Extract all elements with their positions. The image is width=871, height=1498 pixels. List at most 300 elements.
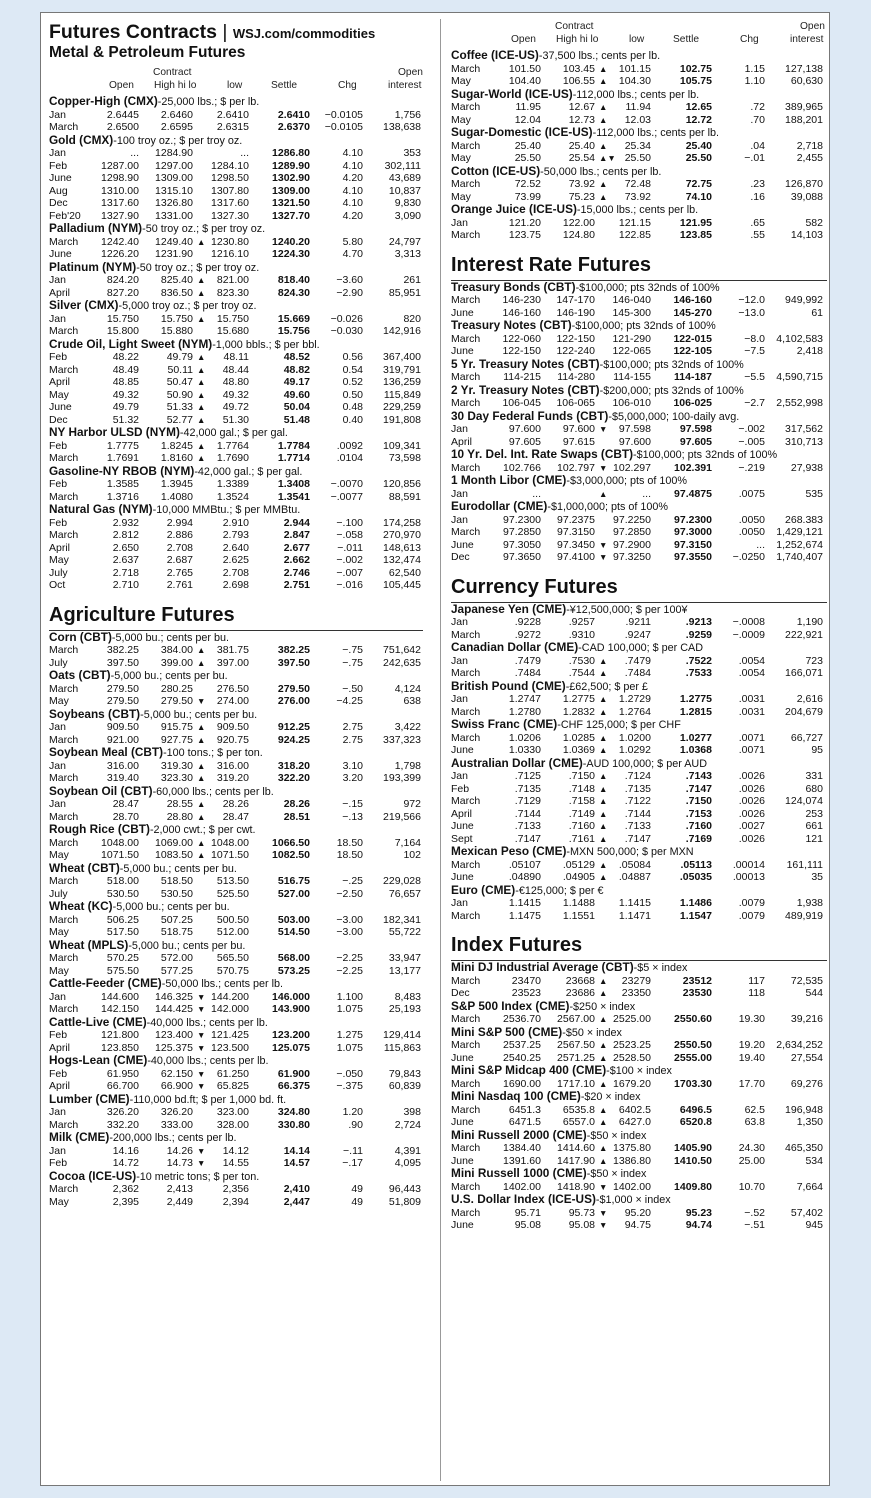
settle-price: 6496.5 bbox=[679, 1103, 712, 1116]
change: 4.10 bbox=[342, 184, 363, 197]
high-price: 1309.00 bbox=[155, 172, 193, 184]
direction-arrow-icon: ▼ bbox=[197, 696, 206, 706]
open-price: 104.40 bbox=[508, 75, 541, 87]
contract-title bbox=[49, 862, 423, 876]
contract-title bbox=[451, 884, 827, 898]
low-price: .9247 bbox=[624, 628, 651, 641]
contract-spec: -$100,000; pts 32nds of 100% bbox=[571, 320, 716, 332]
open-price: 11.95 bbox=[515, 101, 541, 113]
settle-price: 2,410 bbox=[283, 1183, 310, 1195]
contract-exchange: (NYM) bbox=[174, 337, 213, 351]
month: April bbox=[49, 541, 71, 554]
change: −.0070 bbox=[330, 478, 363, 490]
settle-price: 14.57 bbox=[283, 1157, 310, 1169]
settle-price: 1286.80 bbox=[272, 147, 310, 159]
settle-price: 1302.90 bbox=[272, 172, 310, 184]
change: −0.026 bbox=[330, 312, 363, 325]
open-interest: 76,657 bbox=[388, 887, 421, 900]
open-interest: 337,323 bbox=[383, 733, 421, 746]
contract-exchange: (CME) bbox=[124, 977, 162, 990]
table-row bbox=[49, 888, 423, 901]
low-price: 1.7764 bbox=[216, 439, 249, 452]
direction-arrow-icon: ▲ bbox=[197, 287, 206, 298]
month: May bbox=[49, 388, 69, 401]
change: −.050 bbox=[336, 1067, 363, 1080]
open-price: 101.50 bbox=[508, 62, 541, 75]
month: March bbox=[451, 858, 481, 871]
contract-title bbox=[451, 474, 827, 488]
high-price: 1.2832 bbox=[562, 705, 595, 718]
contract-exchange: (CBT) bbox=[564, 383, 600, 397]
month: March bbox=[451, 1180, 481, 1193]
contract-title bbox=[49, 900, 423, 914]
low-price: 1375.80 bbox=[613, 1142, 651, 1154]
contract-spec: -40,000 lbs.; cents per lb. bbox=[146, 1016, 268, 1029]
change: −.50 bbox=[342, 682, 363, 695]
direction-arrow-icon: ▲ bbox=[197, 722, 206, 732]
contract-name: Mini Russell 2000 bbox=[451, 1128, 550, 1142]
high-price: 333.00 bbox=[160, 1118, 193, 1131]
high-price: 1.2775 bbox=[562, 693, 595, 705]
month: June bbox=[451, 1219, 474, 1231]
settle-price: 568.00 bbox=[277, 952, 310, 964]
settle-price: 322.20 bbox=[277, 772, 310, 784]
low-price: 2.910 bbox=[222, 516, 249, 529]
high-price: 62.150 bbox=[160, 1067, 193, 1080]
low-price: 323.00 bbox=[216, 1106, 249, 1118]
change: 118 bbox=[748, 987, 765, 999]
direction-arrow-icon: ▲ bbox=[197, 440, 206, 451]
month: Dec bbox=[451, 987, 470, 999]
change: −2.25 bbox=[336, 952, 363, 964]
low-price: ... bbox=[240, 147, 249, 159]
open-interest: 25,193 bbox=[388, 1003, 421, 1015]
month: March bbox=[49, 1003, 79, 1015]
month: March bbox=[451, 705, 481, 718]
settle-price: 2.6370 bbox=[277, 121, 310, 133]
table-row bbox=[451, 975, 827, 988]
open-interest: 3,090 bbox=[394, 209, 421, 222]
direction-arrow-icon: ▲ bbox=[197, 657, 206, 668]
settle-price: 2.746 bbox=[283, 566, 310, 579]
table-row bbox=[451, 616, 827, 629]
section-gap bbox=[451, 922, 827, 930]
contract-spec: -112,000 lbs.; cents per lb. bbox=[572, 88, 700, 101]
settle-price: 2550.60 bbox=[674, 1013, 712, 1025]
contract-spec: -$250 × index bbox=[569, 1000, 636, 1013]
table-row bbox=[49, 147, 423, 160]
open-interest: 39,216 bbox=[790, 1013, 823, 1025]
table-row bbox=[49, 376, 423, 389]
contract-spec: -100 troy oz.; $ per troy oz. bbox=[113, 134, 243, 147]
change: 3.10 bbox=[342, 759, 363, 772]
high-price: 1414.60 bbox=[557, 1142, 595, 1154]
low-price: .04887 bbox=[618, 871, 651, 883]
change: 1.100 bbox=[336, 990, 363, 1003]
open-price: 1.0330 bbox=[508, 744, 541, 756]
open-interest: 222,921 bbox=[785, 628, 823, 641]
low-price: 14.55 bbox=[222, 1157, 249, 1169]
table-row bbox=[49, 1068, 423, 1081]
direction-arrow-icon: ▼ bbox=[197, 1145, 206, 1156]
low-price: 1284.10 bbox=[211, 159, 249, 172]
month: July bbox=[49, 656, 68, 669]
contract-title bbox=[49, 708, 423, 722]
settle-price: .9213 bbox=[685, 616, 712, 628]
month: June bbox=[451, 1154, 474, 1167]
month: May bbox=[451, 75, 471, 87]
contract-spec: -$50 × index bbox=[562, 1026, 622, 1039]
page-title-text: Futures Contracts bbox=[49, 21, 217, 43]
contract-name: Corn bbox=[49, 630, 77, 644]
table-row bbox=[451, 706, 827, 719]
open-price: 1.2780 bbox=[508, 705, 541, 718]
change: ... bbox=[756, 538, 765, 551]
open-price: 2.718 bbox=[112, 566, 139, 579]
open-interest: 191,808 bbox=[383, 413, 421, 426]
open-price: 97.2300 bbox=[503, 513, 541, 526]
table-row bbox=[451, 397, 827, 410]
contract-spec: -£62,500; $ per £ bbox=[565, 680, 648, 693]
table-row bbox=[451, 1039, 827, 1052]
contract-name: Oats bbox=[49, 669, 76, 682]
settle-price: 516.75 bbox=[277, 875, 310, 887]
month: March bbox=[49, 836, 79, 849]
table-row bbox=[49, 952, 423, 965]
contract-exchange: (KC) bbox=[84, 900, 113, 913]
low-price: 122.85 bbox=[618, 229, 651, 241]
open-interest: 55,722 bbox=[388, 926, 421, 938]
table-row bbox=[49, 109, 423, 122]
settle-price: 95.23 bbox=[685, 1206, 712, 1219]
open-price: 1384.40 bbox=[503, 1142, 541, 1154]
change: −.15 bbox=[342, 798, 363, 810]
month: Feb bbox=[49, 159, 68, 172]
month: March bbox=[451, 526, 481, 538]
table-row bbox=[451, 1155, 827, 1168]
month: March bbox=[49, 644, 79, 656]
contract-title bbox=[451, 49, 827, 63]
settle-price: 6520.8 bbox=[679, 1116, 712, 1128]
low-price: 909.50 bbox=[216, 721, 249, 733]
direction-arrow-icon: ▲ bbox=[599, 76, 608, 86]
change: .55 bbox=[750, 229, 765, 241]
open-interest: 35 bbox=[811, 871, 823, 883]
contract-title bbox=[49, 261, 423, 275]
direction-arrow-icon: ▼ bbox=[197, 1158, 206, 1168]
settle-price: 397.50 bbox=[277, 656, 310, 669]
open-price: 95.08 bbox=[514, 1219, 541, 1231]
contract-title bbox=[451, 1167, 827, 1181]
contract-title bbox=[49, 503, 423, 517]
open-price: 6451.3 bbox=[508, 1103, 541, 1116]
high-price: 1297.00 bbox=[155, 159, 193, 172]
settle-price: 48.82 bbox=[283, 363, 310, 376]
contract-name: 5 Yr. Treasury Notes bbox=[451, 357, 565, 371]
open-interest: 193,399 bbox=[383, 772, 421, 784]
open-price: 332.20 bbox=[106, 1118, 139, 1131]
direction-arrow-icon: ▲ bbox=[599, 988, 608, 998]
contract-exchange: (CBT) bbox=[104, 707, 141, 721]
table-row bbox=[451, 655, 827, 668]
change: 4.20 bbox=[342, 172, 363, 184]
low-price: 1307.80 bbox=[211, 184, 249, 197]
settle-price: 121.95 bbox=[679, 216, 712, 229]
open-price: 123.75 bbox=[508, 229, 541, 241]
contract-name: Cattle-Live bbox=[49, 1015, 110, 1029]
open-price: 1.2747 bbox=[508, 693, 541, 705]
contract-title bbox=[451, 126, 827, 140]
contract-name: Wheat bbox=[49, 900, 85, 913]
high-price: 28.55 bbox=[166, 798, 193, 810]
contract-name: Mexican Peso bbox=[451, 845, 530, 858]
open-interest: 60,630 bbox=[790, 75, 823, 87]
change: −5.5 bbox=[744, 371, 765, 383]
table-row bbox=[451, 871, 827, 884]
change: 25.00 bbox=[738, 1154, 765, 1167]
open-price: .7144 bbox=[514, 807, 541, 820]
low-price: 97.2250 bbox=[613, 513, 651, 526]
high-price: 2.761 bbox=[166, 579, 193, 591]
contract-spec: -$3,000,000; pts of 100% bbox=[566, 475, 687, 487]
table-row bbox=[451, 1052, 827, 1065]
low-price: 2.6315 bbox=[216, 121, 249, 133]
contract-spec: -CAD 100,000; $ per CAD bbox=[578, 642, 703, 654]
high-price: 50.11 bbox=[167, 363, 193, 376]
month: March bbox=[451, 731, 481, 744]
settle-price: 28.51 bbox=[283, 810, 310, 823]
direction-arrow-icon: ▲ bbox=[197, 275, 206, 285]
open-price: 122-060 bbox=[502, 332, 541, 345]
month: Sept bbox=[451, 832, 473, 845]
open-price: .7129 bbox=[514, 795, 541, 807]
month: June bbox=[451, 1116, 474, 1128]
contract-spec: -MXN 500,000; $ per MXN bbox=[566, 846, 694, 858]
low-price: 97.2850 bbox=[613, 526, 651, 538]
direction-arrow-icon: ▲ bbox=[197, 811, 206, 822]
contract-exchange: (CME) bbox=[545, 756, 583, 770]
open-price: 14.16 bbox=[112, 1144, 139, 1157]
contract-title bbox=[451, 1000, 827, 1014]
month: March bbox=[451, 101, 481, 113]
open-price: 66.700 bbox=[106, 1080, 139, 1092]
open-interest: 115,863 bbox=[383, 1041, 421, 1054]
open-interest: 1,740,407 bbox=[776, 551, 823, 563]
open-interest: 638 bbox=[403, 695, 421, 707]
month: March bbox=[451, 397, 481, 409]
direction-arrow-icon: ▲ bbox=[197, 734, 206, 745]
contract-spec: -5,000 bu.; cents per bu. bbox=[128, 939, 246, 952]
table-row bbox=[49, 452, 423, 465]
open-interest: 4,095 bbox=[394, 1157, 421, 1169]
header-open-interest-2: interest bbox=[790, 34, 824, 45]
change: 1.20 bbox=[342, 1106, 363, 1118]
open-price: 316.00 bbox=[106, 759, 139, 772]
direction-arrow-icon: ▲ bbox=[599, 771, 608, 781]
open-interest: 142,916 bbox=[383, 325, 421, 337]
change: .0026 bbox=[738, 807, 765, 820]
contract-name: Gasoline-NY RBOB bbox=[49, 464, 157, 478]
month: Dec bbox=[49, 197, 68, 209]
contract-spec: -50 troy oz.; $ per troy oz. bbox=[136, 261, 260, 274]
high-price: 577.25 bbox=[160, 964, 193, 977]
open-interest: 2,616 bbox=[796, 693, 823, 705]
month: Feb bbox=[49, 351, 68, 363]
month: May bbox=[451, 152, 471, 164]
low-price: 2,394 bbox=[222, 1195, 249, 1208]
open-interest: 945 bbox=[805, 1219, 823, 1231]
high-price: 75.23 bbox=[568, 190, 595, 203]
change: −3.60 bbox=[336, 274, 363, 286]
change: 3.20 bbox=[342, 772, 363, 784]
settle-price: 106-025 bbox=[673, 397, 712, 409]
contract-name: Mini DJ Industrial Average bbox=[451, 961, 599, 974]
month: May bbox=[49, 554, 69, 566]
contract-name: Swiss Franc bbox=[451, 718, 520, 731]
table-row bbox=[49, 926, 423, 939]
low-price: 1402.00 bbox=[613, 1180, 651, 1193]
contract-name: S&P 500 Index bbox=[451, 999, 533, 1013]
direction-arrow-icon: ▲ bbox=[197, 799, 206, 809]
settle-price: 97.605 bbox=[679, 435, 712, 448]
high-price: 1.4080 bbox=[160, 490, 193, 503]
direction-arrow-icon: ▲ bbox=[599, 1014, 608, 1024]
month: April bbox=[49, 1041, 71, 1054]
low-price: .7147 bbox=[624, 832, 651, 845]
high-price: 1418.90 bbox=[557, 1180, 595, 1193]
section-title: Interest Rate Futures bbox=[451, 250, 827, 281]
table-row bbox=[451, 910, 827, 923]
settle-price: 97.2300 bbox=[674, 513, 712, 526]
contract-spec: -$5,000,000; 100-daily avg. bbox=[608, 410, 740, 423]
table-row bbox=[49, 1196, 423, 1209]
table-row bbox=[49, 440, 423, 453]
high-price: 1231.90 bbox=[155, 248, 193, 260]
open-price: 106-045 bbox=[502, 397, 541, 409]
month: April bbox=[49, 1080, 71, 1092]
open-price: 2540.25 bbox=[503, 1051, 541, 1064]
contract-exchange: (CME) bbox=[528, 602, 567, 616]
low-price: 104.30 bbox=[618, 75, 651, 87]
high-price: 280.25 bbox=[160, 682, 193, 695]
open-interest: 268.383 bbox=[785, 513, 823, 526]
table-row bbox=[49, 1080, 423, 1093]
open-interest: 751,642 bbox=[383, 644, 421, 656]
section-gap bbox=[49, 592, 423, 600]
low-price: 2528.50 bbox=[613, 1051, 651, 1064]
table-row bbox=[49, 542, 423, 555]
month: Jan bbox=[49, 990, 66, 1003]
header-contract: Contract bbox=[555, 21, 594, 32]
contract-title bbox=[49, 134, 423, 148]
month: March bbox=[49, 810, 79, 823]
direction-arrow-icon: ▼ bbox=[599, 1181, 608, 1192]
open-interest: 7,664 bbox=[796, 1180, 823, 1193]
futures-table-page bbox=[40, 12, 830, 1486]
month: March bbox=[49, 529, 79, 541]
month: June bbox=[451, 820, 474, 832]
table-row bbox=[49, 401, 423, 414]
high-price: .7161 bbox=[568, 832, 595, 845]
open-price: 72.52 bbox=[514, 178, 541, 190]
settle-price: 503.00 bbox=[277, 913, 310, 926]
high-price: 1.0369 bbox=[562, 744, 595, 756]
table-row bbox=[451, 1142, 827, 1155]
high-price: 146-190 bbox=[556, 306, 595, 319]
month: June bbox=[49, 248, 72, 260]
month: May bbox=[49, 849, 69, 861]
contract-name: Mini Nasdaq 100 bbox=[451, 1090, 544, 1103]
contract-exchange: (CME) bbox=[71, 1131, 110, 1144]
table-row bbox=[49, 965, 423, 978]
table-row bbox=[49, 683, 423, 696]
contract-name: Mini S&P 500 bbox=[451, 1025, 525, 1039]
month: Jan bbox=[451, 616, 468, 628]
open-price: 2.710 bbox=[112, 579, 139, 591]
high-price: 1326.80 bbox=[155, 197, 193, 209]
open-price: 279.50 bbox=[106, 695, 139, 707]
open-interest: 4,124 bbox=[394, 682, 421, 695]
table-row bbox=[451, 526, 827, 539]
settle-price: 23530 bbox=[682, 987, 712, 999]
settle-price: 97.3550 bbox=[674, 551, 712, 563]
contract-name: Eurodollar bbox=[451, 500, 510, 513]
direction-arrow-icon: ▲▼ bbox=[599, 153, 616, 163]
low-price: 12.03 bbox=[624, 113, 651, 126]
change: .0027 bbox=[738, 820, 765, 832]
contract-spec: -42,000 gal.; $ per gal. bbox=[179, 427, 288, 439]
open-interest: 1,190 bbox=[796, 616, 823, 628]
settle-price: 61.900 bbox=[277, 1067, 310, 1080]
low-price: 2,356 bbox=[222, 1183, 249, 1195]
table-row bbox=[49, 121, 423, 134]
month: March bbox=[49, 772, 79, 784]
open-interest: 229,259 bbox=[383, 401, 421, 413]
settle-price: 1066.50 bbox=[272, 836, 310, 849]
month: Feb bbox=[49, 478, 68, 490]
table-row bbox=[451, 897, 827, 910]
high-price: .7148 bbox=[568, 782, 595, 795]
settle-price: 2550.50 bbox=[674, 1039, 712, 1051]
open-price: 909.50 bbox=[106, 721, 139, 733]
open-price: 1298.90 bbox=[101, 172, 139, 184]
month: Aug bbox=[49, 184, 68, 197]
low-price: .7124 bbox=[624, 770, 651, 782]
open-interest: 161,111 bbox=[786, 858, 823, 871]
contract-exchange: (ICE-US) bbox=[544, 1193, 596, 1206]
low-price: 65.825 bbox=[216, 1080, 249, 1092]
month: March bbox=[451, 229, 481, 241]
contract-name: U.S. Dollar Index bbox=[451, 1193, 545, 1206]
low-price: 28.26 bbox=[222, 798, 249, 810]
change: .0054 bbox=[738, 654, 765, 667]
open-price: 2,395 bbox=[112, 1195, 139, 1208]
settle-price: 382.25 bbox=[277, 644, 310, 656]
high-price: 14.73 bbox=[166, 1157, 193, 1169]
low-price: 73.92 bbox=[624, 190, 651, 203]
open-price: 73.99 bbox=[514, 190, 541, 203]
change: .04 bbox=[750, 139, 765, 152]
month: March bbox=[49, 913, 79, 926]
change: 1.10 bbox=[744, 75, 765, 87]
high-price: .7530 bbox=[568, 654, 595, 667]
high-price: 114-280 bbox=[557, 371, 595, 383]
change: .00014 bbox=[732, 858, 765, 871]
table-row bbox=[49, 914, 423, 927]
settle-price: 72.75 bbox=[685, 178, 712, 190]
low-price: 95.20 bbox=[624, 1206, 651, 1219]
high-price: 66.900 bbox=[160, 1080, 193, 1092]
